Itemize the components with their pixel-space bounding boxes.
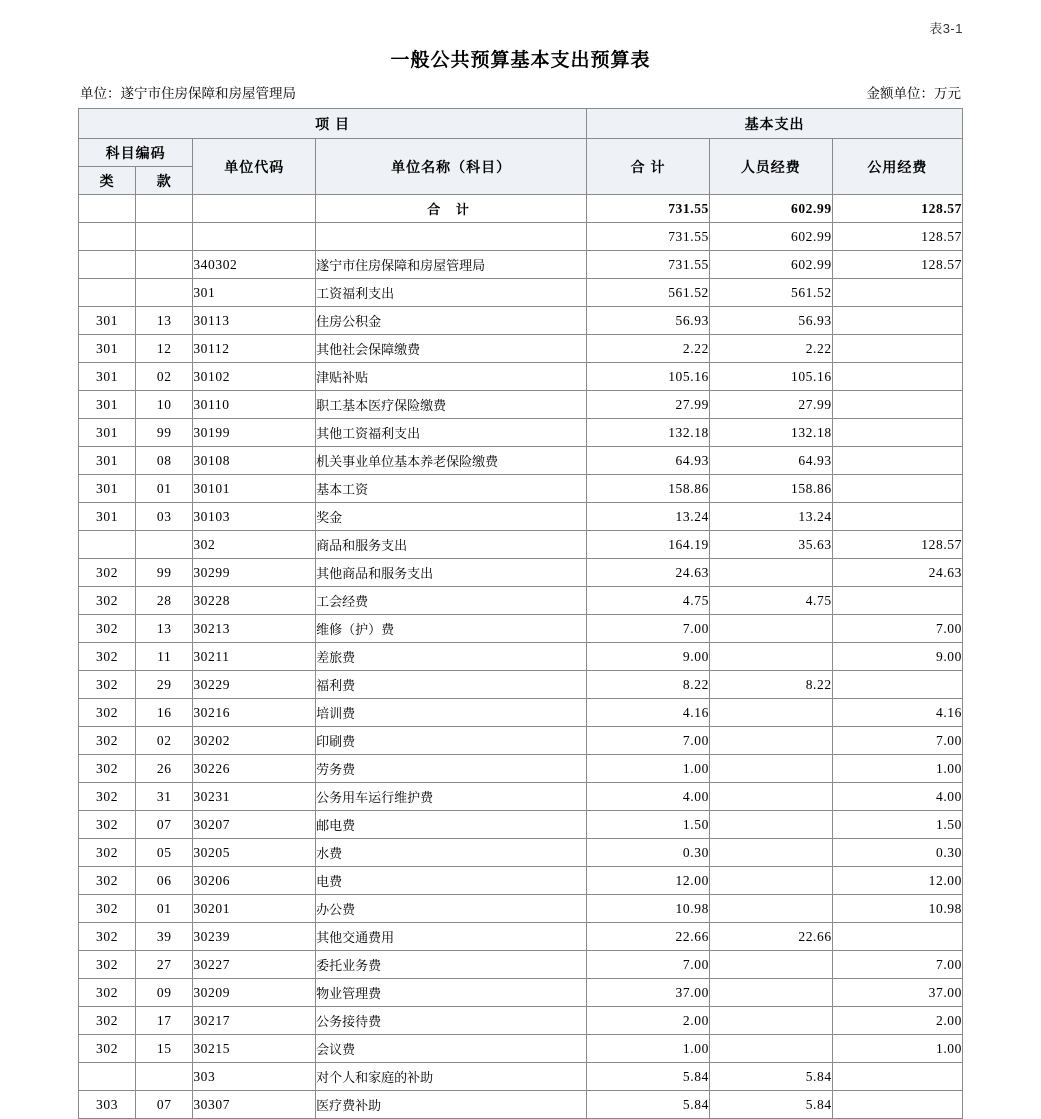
cell-public: 128.57 bbox=[832, 195, 962, 223]
table-row bbox=[79, 867, 963, 895]
cell-total: 64.93 bbox=[587, 447, 710, 475]
cell-total: 2.00 bbox=[587, 1007, 710, 1035]
cell-lei: 302 bbox=[79, 1007, 136, 1035]
cell-lei: 302 bbox=[79, 727, 136, 755]
cell-lei: 302 bbox=[79, 559, 136, 587]
cell-lei: 302 bbox=[79, 671, 136, 699]
cell-unit-code: 30112 bbox=[193, 335, 316, 363]
header-unit-name: 单位名称（科目） bbox=[316, 139, 587, 195]
cell-total: 731.55 bbox=[587, 251, 710, 279]
cell-lei bbox=[79, 1063, 136, 1091]
table-row bbox=[79, 531, 963, 559]
cell-lei: 303 bbox=[79, 1091, 136, 1119]
cell-unit-name: 物业管理费 bbox=[316, 979, 587, 1007]
cell-personnel bbox=[709, 1007, 832, 1035]
cell-unit-code: 301 bbox=[193, 279, 316, 307]
table-row bbox=[79, 195, 963, 223]
cell-kuan: 02 bbox=[136, 363, 193, 391]
cell-total: 158.86 bbox=[587, 475, 710, 503]
cell-unit-name: 商品和服务支出 bbox=[316, 531, 587, 559]
cell-personnel bbox=[709, 755, 832, 783]
cell-public: 7.00 bbox=[832, 727, 962, 755]
cell-lei: 302 bbox=[79, 979, 136, 1007]
cell-public bbox=[832, 923, 962, 951]
cell-unit-code: 30207 bbox=[193, 811, 316, 839]
table-row bbox=[79, 587, 963, 615]
cell-public: 37.00 bbox=[832, 979, 962, 1007]
cell-unit-name: 工资福利支出 bbox=[316, 279, 587, 307]
cell-public: 4.16 bbox=[832, 699, 962, 727]
cell-public bbox=[832, 503, 962, 531]
cell-lei: 302 bbox=[79, 587, 136, 615]
cell-lei bbox=[79, 531, 136, 559]
table-row bbox=[79, 727, 963, 755]
table-row bbox=[79, 335, 963, 363]
cell-kuan: 01 bbox=[136, 475, 193, 503]
cell-personnel: 4.75 bbox=[709, 587, 832, 615]
cell-total: 4.75 bbox=[587, 587, 710, 615]
cell-unit-code: 30103 bbox=[193, 503, 316, 531]
cell-unit-code: 30226 bbox=[193, 755, 316, 783]
cell-total: 37.00 bbox=[587, 979, 710, 1007]
cell-public bbox=[832, 1063, 962, 1091]
cell-public bbox=[832, 447, 962, 475]
cell-unit-code: 340302 bbox=[193, 251, 316, 279]
cell-unit-name: 公务用车运行维护费 bbox=[316, 783, 587, 811]
cell-personnel: 602.99 bbox=[709, 251, 832, 279]
cell-unit-code: 30110 bbox=[193, 391, 316, 419]
cell-lei: 302 bbox=[79, 615, 136, 643]
cell-unit-code: 30239 bbox=[193, 923, 316, 951]
table-body bbox=[79, 195, 963, 1119]
cell-kuan: 31 bbox=[136, 783, 193, 811]
table-row bbox=[79, 895, 963, 923]
cell-personnel bbox=[709, 867, 832, 895]
cell-total: 10.98 bbox=[587, 895, 710, 923]
cell-public bbox=[832, 391, 962, 419]
cell-kuan: 06 bbox=[136, 867, 193, 895]
cell-personnel: 158.86 bbox=[709, 475, 832, 503]
cell-unit-name: 其他工资福利支出 bbox=[316, 419, 587, 447]
cell-unit-name: 劳务费 bbox=[316, 755, 587, 783]
cell-unit-code: 30101 bbox=[193, 475, 316, 503]
cell-public: 10.98 bbox=[832, 895, 962, 923]
cell-lei bbox=[79, 223, 136, 251]
cell-personnel: 602.99 bbox=[709, 195, 832, 223]
cell-lei: 302 bbox=[79, 839, 136, 867]
header-public: 公用经费 bbox=[832, 139, 962, 195]
cell-unit-name: 其他商品和服务支出 bbox=[316, 559, 587, 587]
header-code-group: 科目编码 bbox=[79, 139, 193, 167]
cell-lei: 302 bbox=[79, 895, 136, 923]
cell-lei: 302 bbox=[79, 1035, 136, 1063]
cell-public: 7.00 bbox=[832, 615, 962, 643]
cell-unit-name: 合 计 bbox=[316, 195, 587, 223]
cell-public bbox=[832, 419, 962, 447]
table-row bbox=[79, 447, 963, 475]
table-row bbox=[79, 923, 963, 951]
cell-total: 7.00 bbox=[587, 951, 710, 979]
cell-unit-name: 工会经费 bbox=[316, 587, 587, 615]
table-row bbox=[79, 811, 963, 839]
cell-personnel bbox=[709, 979, 832, 1007]
cell-total: 13.24 bbox=[587, 503, 710, 531]
table-row bbox=[79, 699, 963, 727]
cell-personnel: 2.22 bbox=[709, 335, 832, 363]
cell-public bbox=[832, 363, 962, 391]
cell-personnel: 132.18 bbox=[709, 419, 832, 447]
cell-kuan: 09 bbox=[136, 979, 193, 1007]
page-title: 一般公共预算基本支出预算表 bbox=[390, 50, 651, 71]
cell-public bbox=[832, 335, 962, 363]
cell-total: 24.63 bbox=[587, 559, 710, 587]
cell-personnel: 22.66 bbox=[709, 923, 832, 951]
cell-personnel: 27.99 bbox=[709, 391, 832, 419]
table-row bbox=[79, 671, 963, 699]
header-item-group: 项 目 bbox=[79, 109, 587, 139]
cell-personnel bbox=[709, 951, 832, 979]
cell-personnel: 561.52 bbox=[709, 279, 832, 307]
cell-kuan bbox=[136, 1063, 193, 1091]
cell-personnel: 35.63 bbox=[709, 531, 832, 559]
cell-unit-name: 奖金 bbox=[316, 503, 587, 531]
cell-unit-code: 303 bbox=[193, 1063, 316, 1091]
cell-lei: 301 bbox=[79, 419, 136, 447]
cell-lei bbox=[79, 195, 136, 223]
cell-public: 24.63 bbox=[832, 559, 962, 587]
cell-kuan: 17 bbox=[136, 1007, 193, 1035]
table-row bbox=[79, 503, 963, 531]
cell-lei: 302 bbox=[79, 951, 136, 979]
cell-public: 1.00 bbox=[832, 1035, 962, 1063]
cell-public bbox=[832, 587, 962, 615]
cell-public bbox=[832, 307, 962, 335]
cell-personnel bbox=[709, 615, 832, 643]
header-total: 合 计 bbox=[587, 139, 710, 195]
cell-total: 22.66 bbox=[587, 923, 710, 951]
cell-unit-name: 遂宁市住房保障和房屋管理局 bbox=[316, 251, 587, 279]
cell-unit-name: 其他社会保障缴费 bbox=[316, 335, 587, 363]
amount-unit-label: 金额单位：万元 bbox=[866, 86, 961, 101]
cell-personnel bbox=[709, 839, 832, 867]
cell-lei: 301 bbox=[79, 503, 136, 531]
cell-kuan: 26 bbox=[136, 755, 193, 783]
cell-total: 27.99 bbox=[587, 391, 710, 419]
cell-unit-name: 津贴补贴 bbox=[316, 363, 587, 391]
table-row bbox=[79, 755, 963, 783]
cell-kuan: 13 bbox=[136, 615, 193, 643]
cell-kuan: 12 bbox=[136, 335, 193, 363]
cell-unit-code: 30113 bbox=[193, 307, 316, 335]
cell-unit-code bbox=[193, 223, 316, 251]
cell-public: 9.00 bbox=[832, 643, 962, 671]
cell-unit-name: 基本工资 bbox=[316, 475, 587, 503]
cell-unit-name bbox=[316, 223, 587, 251]
cell-kuan: 27 bbox=[136, 951, 193, 979]
cell-personnel: 64.93 bbox=[709, 447, 832, 475]
cell-kuan bbox=[136, 223, 193, 251]
cell-unit-code: 30209 bbox=[193, 979, 316, 1007]
cell-unit-name: 邮电费 bbox=[316, 811, 587, 839]
cell-kuan: 29 bbox=[136, 671, 193, 699]
cell-personnel: 56.93 bbox=[709, 307, 832, 335]
cell-personnel bbox=[709, 811, 832, 839]
cell-kuan: 15 bbox=[136, 1035, 193, 1063]
cell-public bbox=[832, 279, 962, 307]
cell-personnel: 8.22 bbox=[709, 671, 832, 699]
cell-total: 731.55 bbox=[587, 195, 710, 223]
cell-unit-code: 30206 bbox=[193, 867, 316, 895]
cell-personnel: 13.24 bbox=[709, 503, 832, 531]
cell-total: 164.19 bbox=[587, 531, 710, 559]
cell-unit-name: 委托业务费 bbox=[316, 951, 587, 979]
cell-total: 1.50 bbox=[587, 811, 710, 839]
cell-public: 128.57 bbox=[832, 531, 962, 559]
cell-personnel: 5.84 bbox=[709, 1091, 832, 1119]
cell-kuan: 02 bbox=[136, 727, 193, 755]
table-row bbox=[79, 307, 963, 335]
cell-unit-code: 30227 bbox=[193, 951, 316, 979]
cell-personnel: 105.16 bbox=[709, 363, 832, 391]
cell-personnel bbox=[709, 727, 832, 755]
cell-total: 7.00 bbox=[587, 615, 710, 643]
cell-unit-name: 机关事业单位基本养老保险缴费 bbox=[316, 447, 587, 475]
cell-total: 7.00 bbox=[587, 727, 710, 755]
table-row bbox=[79, 419, 963, 447]
cell-lei: 302 bbox=[79, 811, 136, 839]
table-row bbox=[79, 979, 963, 1007]
cell-public: 128.57 bbox=[832, 223, 962, 251]
cell-unit-name: 培训费 bbox=[316, 699, 587, 727]
cell-public: 128.57 bbox=[832, 251, 962, 279]
cell-total: 105.16 bbox=[587, 363, 710, 391]
cell-unit-name: 职工基本医疗保险缴费 bbox=[316, 391, 587, 419]
unit-label: 单位：遂宁市住房保障和房屋管理局 bbox=[80, 86, 296, 101]
cell-unit-code: 30102 bbox=[193, 363, 316, 391]
cell-unit-code: 30229 bbox=[193, 671, 316, 699]
cell-unit-code: 30216 bbox=[193, 699, 316, 727]
table-row bbox=[79, 643, 963, 671]
table-row bbox=[79, 475, 963, 503]
cell-unit-code: 30205 bbox=[193, 839, 316, 867]
cell-total: 561.52 bbox=[587, 279, 710, 307]
table-row bbox=[79, 951, 963, 979]
cell-public: 2.00 bbox=[832, 1007, 962, 1035]
cell-lei: 301 bbox=[79, 335, 136, 363]
cell-total: 56.93 bbox=[587, 307, 710, 335]
table-row bbox=[79, 363, 963, 391]
cell-personnel bbox=[709, 783, 832, 811]
table-row bbox=[79, 559, 963, 587]
cell-kuan: 08 bbox=[136, 447, 193, 475]
table-row bbox=[79, 1007, 963, 1035]
table-row bbox=[79, 1035, 963, 1063]
cell-personnel: 602.99 bbox=[709, 223, 832, 251]
table-row bbox=[79, 391, 963, 419]
cell-total: 731.55 bbox=[587, 223, 710, 251]
table-row bbox=[79, 1091, 963, 1119]
cell-kuan: 07 bbox=[136, 811, 193, 839]
table-row bbox=[79, 251, 963, 279]
cell-total: 5.84 bbox=[587, 1063, 710, 1091]
cell-kuan bbox=[136, 531, 193, 559]
cell-personnel bbox=[709, 895, 832, 923]
cell-unit-name: 医疗费补助 bbox=[316, 1091, 587, 1119]
cell-public: 1.50 bbox=[832, 811, 962, 839]
cell-public: 1.00 bbox=[832, 755, 962, 783]
table-row bbox=[79, 1063, 963, 1091]
cell-kuan: 99 bbox=[136, 419, 193, 447]
cell-total: 1.00 bbox=[587, 755, 710, 783]
table-row bbox=[79, 279, 963, 307]
cell-unit-name: 差旅费 bbox=[316, 643, 587, 671]
cell-total: 0.30 bbox=[587, 839, 710, 867]
cell-public: 0.30 bbox=[832, 839, 962, 867]
cell-personnel: 5.84 bbox=[709, 1063, 832, 1091]
cell-kuan: 07 bbox=[136, 1091, 193, 1119]
cell-total: 1.00 bbox=[587, 1035, 710, 1063]
cell-lei: 301 bbox=[79, 391, 136, 419]
cell-lei: 302 bbox=[79, 755, 136, 783]
cell-personnel bbox=[709, 1035, 832, 1063]
cell-unit-name: 印刷费 bbox=[316, 727, 587, 755]
form-number: 表3-1 bbox=[929, 21, 963, 36]
cell-unit-code: 30307 bbox=[193, 1091, 316, 1119]
cell-public bbox=[832, 1091, 962, 1119]
cell-lei: 301 bbox=[79, 475, 136, 503]
cell-public bbox=[832, 671, 962, 699]
cell-unit-code: 30215 bbox=[193, 1035, 316, 1063]
cell-kuan bbox=[136, 251, 193, 279]
cell-unit-code: 30228 bbox=[193, 587, 316, 615]
cell-unit-code: 30201 bbox=[193, 895, 316, 923]
cell-total: 132.18 bbox=[587, 419, 710, 447]
header-lei: 类 bbox=[79, 167, 136, 195]
cell-public: 12.00 bbox=[832, 867, 962, 895]
meta-row bbox=[78, 82, 963, 102]
cell-personnel bbox=[709, 559, 832, 587]
cell-unit-name: 水费 bbox=[316, 839, 587, 867]
cell-total: 8.22 bbox=[587, 671, 710, 699]
cell-personnel bbox=[709, 643, 832, 671]
table-header bbox=[79, 109, 963, 195]
cell-unit-name: 电费 bbox=[316, 867, 587, 895]
cell-kuan: 01 bbox=[136, 895, 193, 923]
cell-total: 4.16 bbox=[587, 699, 710, 727]
cell-total: 2.22 bbox=[587, 335, 710, 363]
header-basic-expenditure-group: 基本支出 bbox=[587, 109, 963, 139]
cell-lei: 301 bbox=[79, 447, 136, 475]
budget-table bbox=[78, 108, 963, 1119]
cell-lei bbox=[79, 279, 136, 307]
cell-kuan: 05 bbox=[136, 839, 193, 867]
cell-unit-code: 30299 bbox=[193, 559, 316, 587]
cell-unit-code: 30202 bbox=[193, 727, 316, 755]
cell-lei: 302 bbox=[79, 699, 136, 727]
cell-lei: 301 bbox=[79, 307, 136, 335]
header-personnel: 人员经费 bbox=[709, 139, 832, 195]
cell-unit-name: 公务接待费 bbox=[316, 1007, 587, 1035]
cell-lei: 302 bbox=[79, 923, 136, 951]
cell-unit-name: 其他交通费用 bbox=[316, 923, 587, 951]
cell-unit-code: 30108 bbox=[193, 447, 316, 475]
cell-unit-name: 住房公积金 bbox=[316, 307, 587, 335]
cell-kuan: 13 bbox=[136, 307, 193, 335]
cell-total: 5.84 bbox=[587, 1091, 710, 1119]
cell-kuan bbox=[136, 195, 193, 223]
cell-public: 4.00 bbox=[832, 783, 962, 811]
cell-total: 12.00 bbox=[587, 867, 710, 895]
cell-kuan: 39 bbox=[136, 923, 193, 951]
cell-unit-name: 维修（护）费 bbox=[316, 615, 587, 643]
cell-unit-name: 办公费 bbox=[316, 895, 587, 923]
cell-unit-code: 302 bbox=[193, 531, 316, 559]
cell-public: 7.00 bbox=[832, 951, 962, 979]
cell-unit-code: 30217 bbox=[193, 1007, 316, 1035]
cell-lei: 302 bbox=[79, 867, 136, 895]
cell-personnel bbox=[709, 699, 832, 727]
cell-kuan bbox=[136, 279, 193, 307]
table-row bbox=[79, 615, 963, 643]
cell-unit-name: 福利费 bbox=[316, 671, 587, 699]
cell-lei bbox=[79, 251, 136, 279]
header-unit-code: 单位代码 bbox=[193, 139, 316, 195]
table-row bbox=[79, 223, 963, 251]
header-kuan: 款 bbox=[136, 167, 193, 195]
cell-lei: 302 bbox=[79, 783, 136, 811]
table-row bbox=[79, 783, 963, 811]
cell-lei: 302 bbox=[79, 643, 136, 671]
cell-unit-name: 会议费 bbox=[316, 1035, 587, 1063]
cell-kuan: 11 bbox=[136, 643, 193, 671]
cell-unit-code: 30199 bbox=[193, 419, 316, 447]
cell-kuan: 10 bbox=[136, 391, 193, 419]
cell-total: 4.00 bbox=[587, 783, 710, 811]
cell-kuan: 99 bbox=[136, 559, 193, 587]
cell-total: 9.00 bbox=[587, 643, 710, 671]
cell-lei: 301 bbox=[79, 363, 136, 391]
cell-unit-code: 30211 bbox=[193, 643, 316, 671]
cell-unit-code bbox=[193, 195, 316, 223]
cell-unit-code: 30213 bbox=[193, 615, 316, 643]
cell-unit-name: 对个人和家庭的补助 bbox=[316, 1063, 587, 1091]
cell-public bbox=[832, 475, 962, 503]
cell-kuan: 16 bbox=[136, 699, 193, 727]
cell-kuan: 03 bbox=[136, 503, 193, 531]
cell-unit-code: 30231 bbox=[193, 783, 316, 811]
table-row bbox=[79, 839, 963, 867]
cell-kuan: 28 bbox=[136, 587, 193, 615]
